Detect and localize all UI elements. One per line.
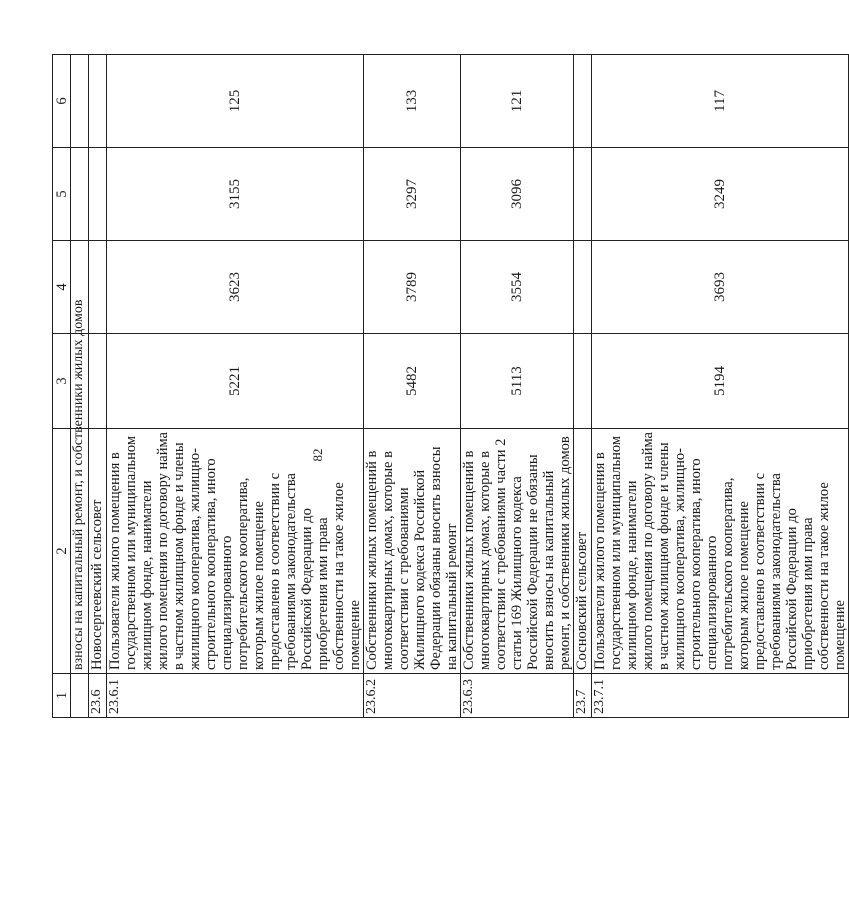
page-number: 82 <box>310 448 325 462</box>
column-header: 1 <box>53 674 71 718</box>
table-row <box>107 55 364 718</box>
value-col6: 117 <box>592 55 849 148</box>
value-col6 <box>71 55 89 148</box>
row-description: Пользователи жилого помещения в государственном или муниципальном жилищном фонде, наниматели жилого помещения по договору найма в частном жилищном фонде и члены жилищного кооператива, жилищно-строительного кооператива, иного специализированного потребительского кооператива, которым жилое помещение предоставлено в соответствии с требованиями законодательства Российской Федерации до приобретения ими права собственности на такое жилое помещение <box>592 429 849 674</box>
row-code: 23.7 <box>574 674 592 718</box>
value-col4: 3554 <box>461 241 574 334</box>
value-col3: 5221 <box>107 334 364 429</box>
table-row <box>592 55 849 718</box>
row-code: 23.6.1 <box>107 674 364 718</box>
value-col3: 5113 <box>461 334 574 429</box>
value-col3 <box>89 334 107 429</box>
value-col5 <box>89 148 107 241</box>
value-col3: 5482 <box>364 334 461 429</box>
row-description: Собственники жилых помещений в многоквартирных домах, которые в соответствии с требованиями части 2 статьи 169 Жилищного кодекса Российской Федерации не обязаны вносить взносы на капитальный ремонт, и собственники жилых домов <box>461 429 574 674</box>
value-col6 <box>574 55 592 148</box>
row-description: Собственники жилых помещений в многоквартирных домах, которые в соответствии с требованиями Жилищного кодекса Российской Федерации обязаны вносить взносы на капитальный ремонт <box>364 429 461 674</box>
value-col5: 3096 <box>461 148 574 241</box>
value-col4 <box>89 241 107 334</box>
value-col6: 133 <box>364 55 461 148</box>
column-header: 2 <box>53 429 71 674</box>
table-row <box>461 55 574 718</box>
value-col4: 3623 <box>107 241 364 334</box>
row-description: Пользователи жилого помещения в государственном или муниципальном жилищном фонде, наниматели жилого помещения по договору найма в частном жилищном фонде и члены жилищного кооператива, жилищно-строительного кооператива, иного специализированного потребительского кооператива, которым жилое помещение предоставлено в соответствии с требованиями законодательства Российской Федерации до приобретения ими права собственности на такое жилое помещение <box>107 429 364 674</box>
column-header: 3 <box>53 334 71 429</box>
column-header: 6 <box>53 55 71 148</box>
table-row <box>71 55 89 718</box>
value-col5: 3155 <box>107 148 364 241</box>
row-code <box>71 674 89 718</box>
tariff-table <box>52 54 849 718</box>
row-code: 23.6.2 <box>364 674 461 718</box>
row-code: 23.7.1 <box>592 674 849 718</box>
row-code: 23.6 <box>89 674 107 718</box>
row-description: Сосновский сельсовет <box>574 429 592 674</box>
value-col4: 3789 <box>364 241 461 334</box>
value-col5 <box>574 148 592 241</box>
value-col5 <box>71 148 89 241</box>
column-header: 4 <box>53 241 71 334</box>
value-col5: 3249 <box>592 148 849 241</box>
table-header-row <box>53 55 71 718</box>
value-col3: 5194 <box>592 334 849 429</box>
value-col5: 3297 <box>364 148 461 241</box>
row-code: 23.6.3 <box>461 674 574 718</box>
value-col6 <box>89 55 107 148</box>
value-col4 <box>574 241 592 334</box>
value-col6: 121 <box>461 55 574 148</box>
row-description: взносы на капитальный ремонт, и собственники жилых домов <box>71 429 89 674</box>
value-col4: 3693 <box>592 241 849 334</box>
table-row <box>89 55 107 718</box>
table-row <box>574 55 592 718</box>
value-col3 <box>574 334 592 429</box>
column-header: 5 <box>53 148 71 241</box>
value-col6: 125 <box>107 55 364 148</box>
table-row <box>364 55 461 718</box>
row-description: Новосергеевский сельсовет <box>89 429 107 674</box>
